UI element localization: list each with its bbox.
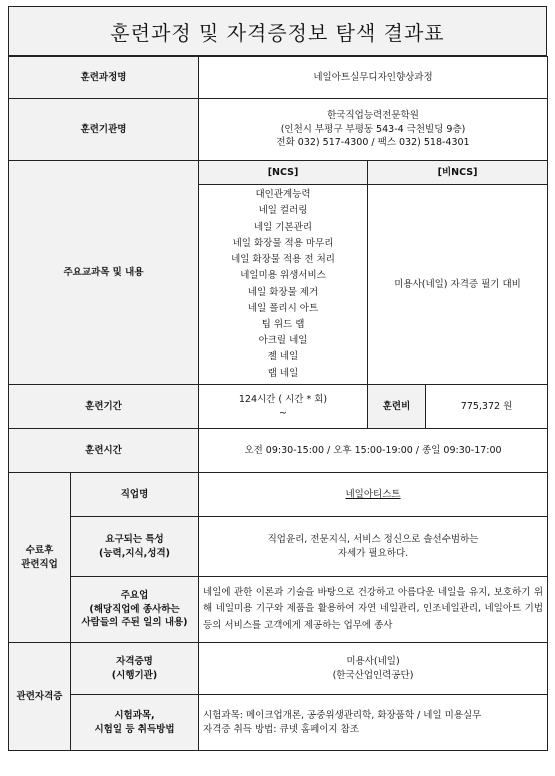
cert-name-value: 미용사(네일) (한국산업인력공단)	[199, 643, 548, 695]
period-hours: 124시간 ( 시간 * 회)	[238, 393, 328, 405]
job-duties-label: 주요업 (해당직업에 종사하는 사람들의 주된 일의 내용)	[71, 577, 199, 643]
list-item: 팁 위드 랩	[261, 318, 305, 330]
institution-contact: 전화 032) 517-4300 / 팩스 032) 518-4301	[276, 137, 470, 149]
institution-label: 훈련기관명	[9, 99, 199, 161]
cert-exam-label: 시험과목, 시험일 등 취득방법	[71, 695, 199, 751]
institution-name: 한국직업능력전문학원	[327, 109, 419, 121]
subjects-label: 주요교과목 및 내용	[9, 161, 199, 385]
list-item: 랩 네일	[267, 367, 299, 379]
job-name-value	[199, 473, 548, 517]
list-item: 네일미용 위생서비스	[240, 270, 326, 282]
period-label: 훈련기간	[9, 385, 199, 429]
job-name-label: 직업명	[71, 473, 199, 517]
list-item: 대인관계능력	[255, 189, 311, 201]
hours-label: 훈련시간	[9, 429, 199, 473]
fee-label: 훈련비	[368, 385, 426, 429]
job-traits-label: 요구되는 특성 (능력,지식,성격)	[71, 517, 199, 577]
result-table	[8, 56, 548, 751]
hours-value: 오전 09:30-15:00 / 오후 15:00-19:00 / 종일 09:30-17:00	[199, 429, 548, 473]
page-title: 훈련과정 및 자격증정보 탐색 결과표	[8, 6, 547, 56]
ncs-subject-list	[199, 185, 368, 385]
ncs-header: [NCS]	[199, 161, 368, 185]
job-traits-value: 직업윤리, 전문지식, 서비스 정신으로 솔선수범하는 자세가 필요하다.	[199, 517, 548, 577]
non-ncs-value: 미용사(네일) 자격증 필기 대비	[368, 185, 548, 385]
fee-value: 775,372 원	[426, 385, 548, 429]
cert-name-label: 자격증명 (시행기관)	[71, 643, 199, 695]
cert-exam-value: 시험과목: 메이크업개론, 공중위생관리학, 화장품학 / 네일 미용실무 자격증 취득 방법: 큐넷 홈페이지 참조	[199, 695, 548, 751]
list-item: 네일 화장물 제거	[247, 286, 319, 298]
job-group-label: 수료후 관련직업	[9, 473, 71, 643]
course-label: 훈련과정명	[9, 57, 199, 99]
cert-group-label: 관련자격증	[9, 643, 71, 751]
institution-address: (인천시 부평구 부평동 543-4 극천빌딩 9층)	[280, 123, 466, 135]
list-item: 네일 화장물 적용 마무리	[232, 237, 334, 249]
list-item: 네일 기본관리	[253, 221, 313, 233]
non-ncs-header: [비NCS]	[368, 161, 548, 185]
period-value	[199, 385, 368, 429]
course-value: 네일아트실무디자인향상과정	[199, 57, 548, 99]
list-item: 젤 네일	[267, 351, 299, 363]
list-item: 네일 폴리시 아트	[247, 302, 319, 314]
list-item: 아크릴 네일	[258, 335, 308, 347]
list-item: 네일 화장물 적용 전 처리	[231, 254, 335, 266]
job-duties-value: 네일에 관한 이론과 기술을 바탕으로 건강하고 아름다운 네일을 유지, 보호하기 위해 네일미용 기구와 제품을 활용하여 자연 네일관리, 인조네일관리, 네일아트 기법 등의 서비스를 고객에게 제공하는 업무에 종사	[199, 577, 548, 643]
job-name-text: 네일아티스트	[345, 488, 401, 500]
list-item: 네일 컬러링	[258, 205, 308, 217]
institution-value	[199, 99, 548, 161]
period-range: ~	[279, 407, 287, 419]
